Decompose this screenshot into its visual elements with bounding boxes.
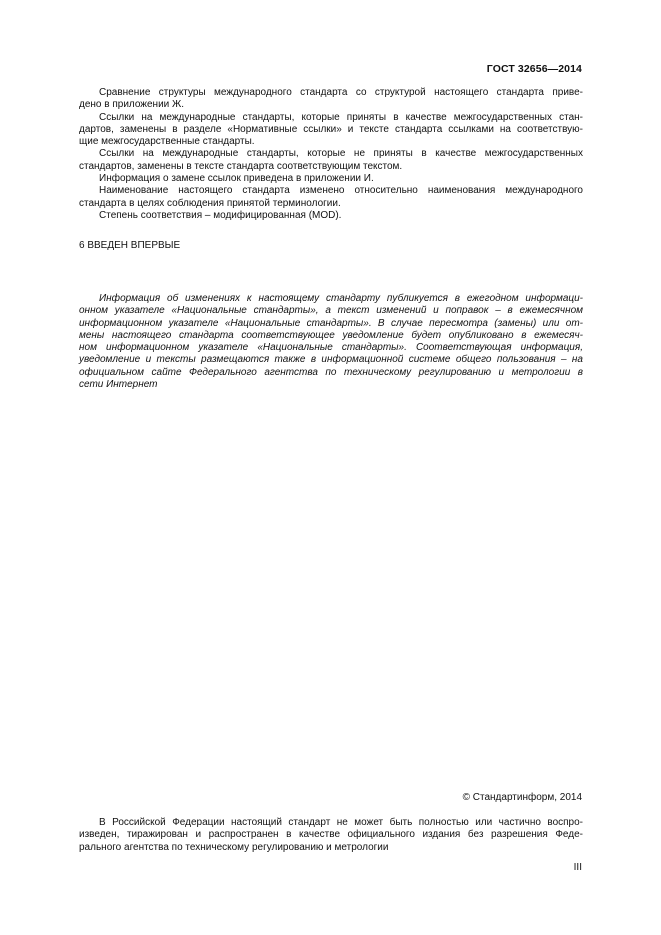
text-line: онном указателе «Национальные стандарты», а текст изменений и поправок – в ежемесячном bbox=[79, 305, 583, 317]
reproduction-notice bbox=[79, 817, 583, 854]
text-line: щие межгосударственные стандарты. bbox=[79, 136, 255, 148]
text-line: дено в приложении Ж. bbox=[79, 99, 185, 111]
text-line: В Российской Федерации настоящий стандарт не может быть полностью или частично воспро- bbox=[99, 817, 583, 828]
text-line: ном информационном указателе «Национальные стандарты». Соответствующая информация, bbox=[79, 342, 583, 354]
paragraph-accepted-references bbox=[79, 112, 583, 149]
text-line: Сравнение структуры международного стандарта со структурой настоящего стандарта приве- bbox=[99, 87, 583, 98]
text-line: Степень соответствия – модифицированная (MOD). bbox=[99, 209, 342, 221]
text-line: уведомление и тексты размещаются также в информационной системе общего пользования – на bbox=[79, 354, 583, 366]
text-line: рального агентства по техническому регулированию и метрологии bbox=[79, 841, 389, 853]
standard-code: ГОСТ 32656—2014 bbox=[486, 63, 582, 75]
text-line: мены настоящего стандарта соответствующее уведомление будет опубликовано в ежемесяч- bbox=[79, 329, 583, 341]
text-line: Информация об изменениях к настоящему стандарту публикуется в ежегодном информаци- bbox=[99, 293, 583, 304]
text-line: официальном сайте Федерального агентства по техническому регулированию и метрологии в bbox=[79, 366, 583, 378]
text-line: Ссылки на международные стандарты, которые не приняты в качестве межгосударственных bbox=[99, 148, 583, 160]
paragraph-structure-comparison bbox=[79, 87, 583, 112]
text-line: Информация о замене ссылок приведена в приложении И. bbox=[99, 173, 374, 185]
paragraph-compliance-level bbox=[79, 210, 583, 222]
text-line: сети Интернет bbox=[79, 379, 158, 391]
text-line: изведен, тиражирован и распространен в качестве официального издания без разрешения Феде- bbox=[79, 829, 583, 841]
changes-info-block bbox=[79, 293, 583, 391]
text-line: стандартов, заменены в тексте стандарта соответствующим текстом. bbox=[79, 160, 403, 172]
text-line: стандарта в целях соблюдения принятой терминологии. bbox=[79, 197, 341, 209]
paragraph-unaccepted-references bbox=[79, 148, 583, 173]
text-line: информационном указателе «Национальные стандарты». В случае пересмотра (замены) или от- bbox=[79, 317, 583, 329]
page-number: III bbox=[573, 862, 582, 873]
text-line: дартов, заменены в разделе «Нормативные ссылки» и тексте стандарта ссылками на соответствую- bbox=[79, 123, 583, 135]
section-six-heading: 6 ВВЕДЕН ВПЕРВЫЕ bbox=[79, 240, 181, 251]
copyright-notice: © Стандартинформ, 2014 bbox=[462, 792, 582, 803]
text-line: Ссылки на международные стандарты, которые приняты в качестве межгосударственных стан- bbox=[99, 111, 583, 123]
paragraph-name-change bbox=[79, 185, 583, 210]
text-line: Наименование настоящего стандарта изменено относительно наименования международного bbox=[99, 185, 583, 197]
paragraph-reference-replacement bbox=[79, 173, 583, 185]
main-text bbox=[79, 87, 583, 222]
